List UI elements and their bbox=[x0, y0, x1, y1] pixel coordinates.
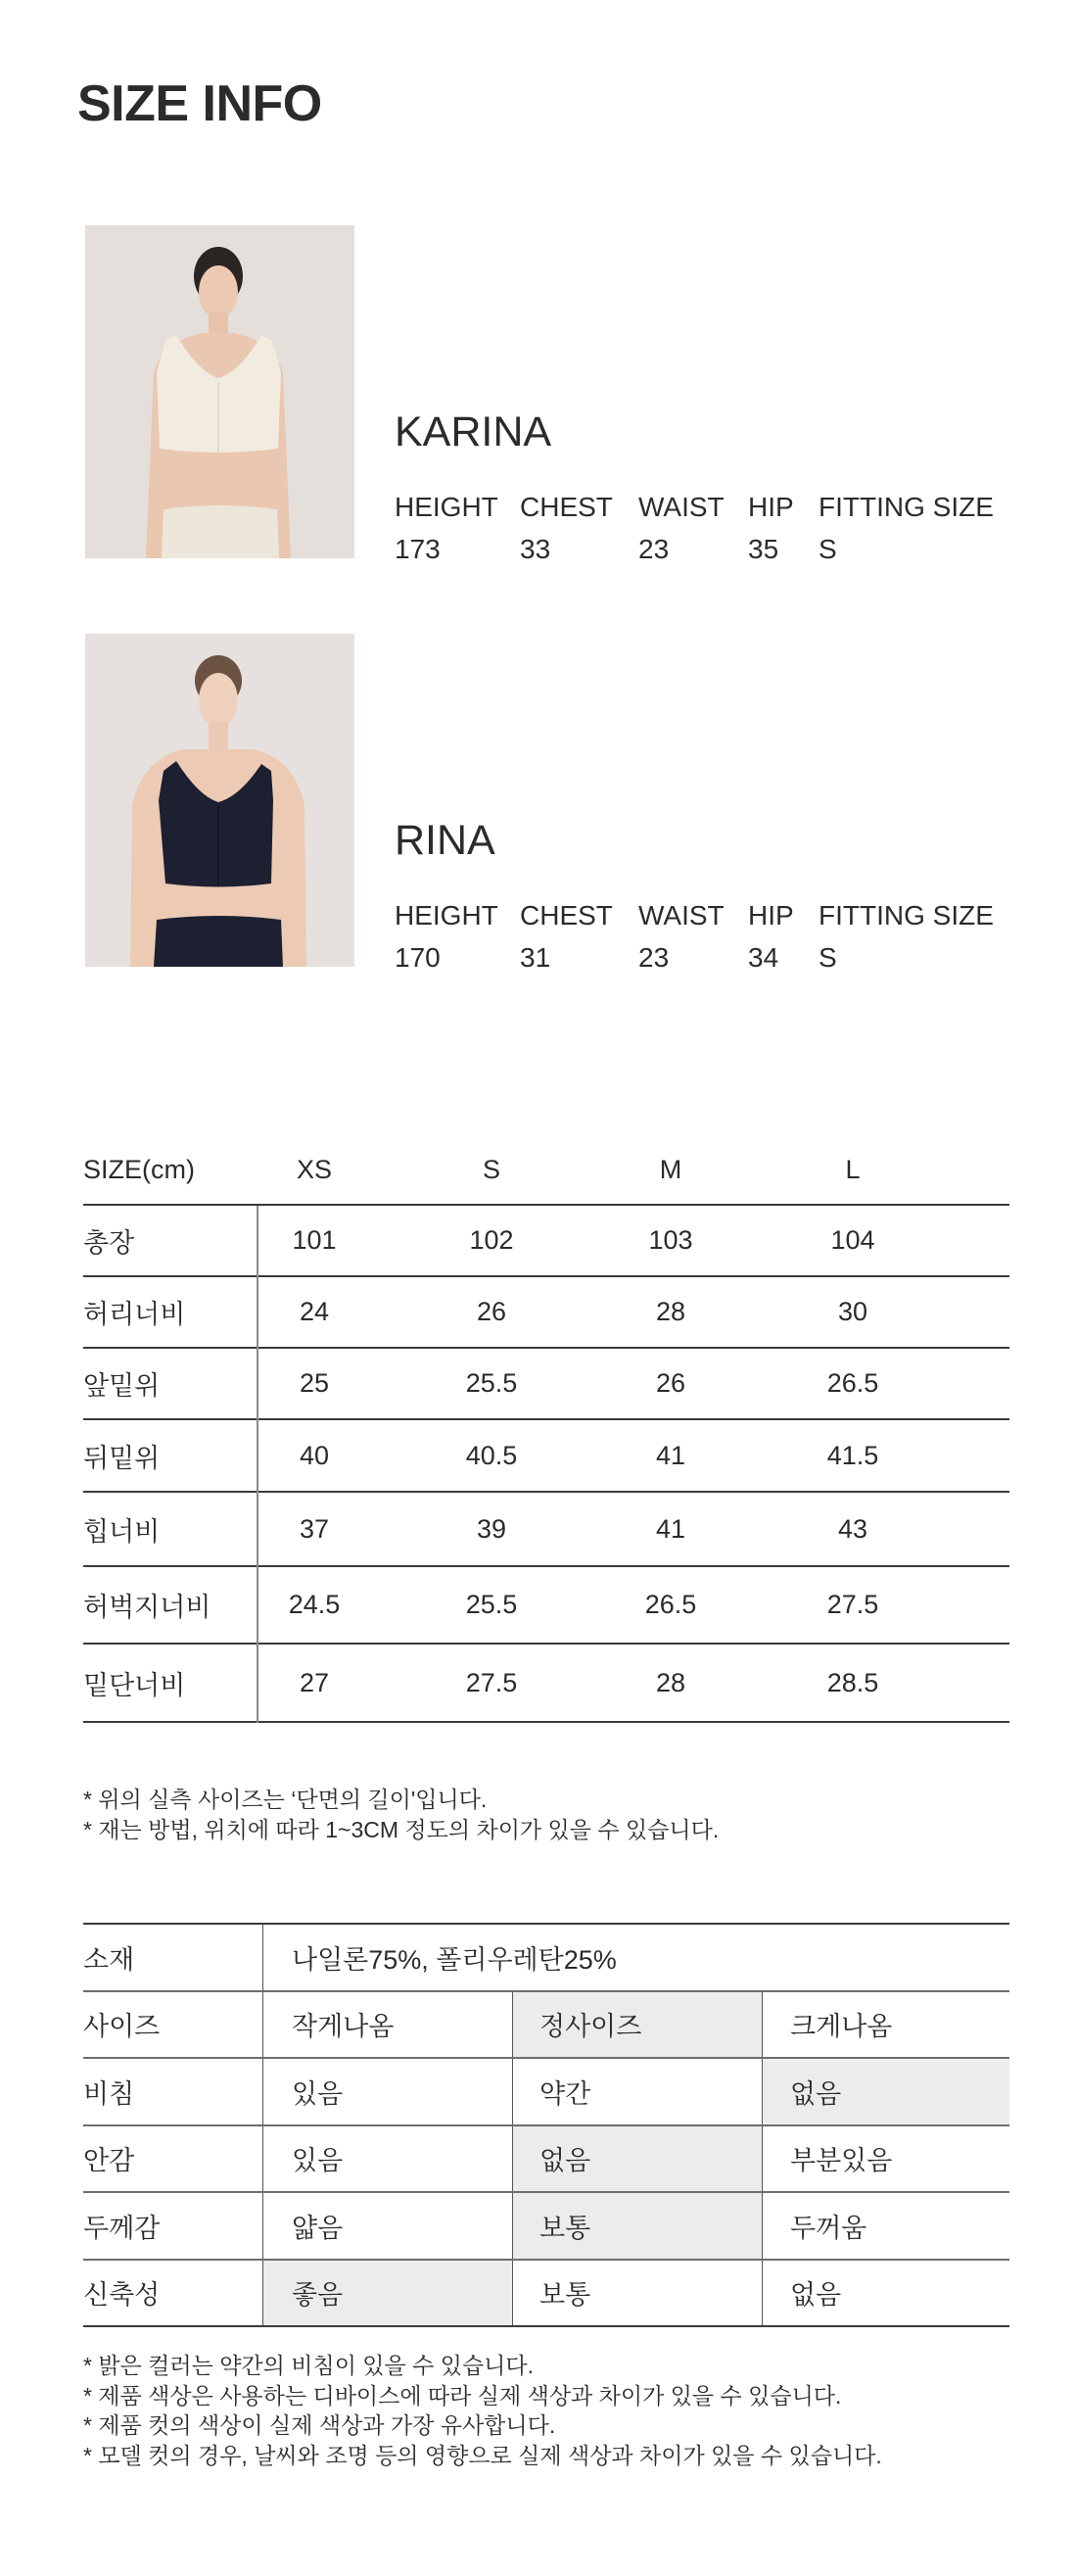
stat-value-hip: 34 bbox=[748, 942, 779, 973]
fabric-row-lining bbox=[83, 2126, 1009, 2194]
size-note: * 재는 방법, 위치에 따라 1~3CM 정도의 차이가 있을 수 있습니다. bbox=[83, 1816, 720, 1842]
stat-value-height: 170 bbox=[395, 942, 441, 973]
stat-label-chest: CHEST bbox=[520, 900, 613, 930]
page-title: SIZE INFO bbox=[77, 75, 322, 132]
model-photo-karina bbox=[85, 225, 354, 558]
stat-value-fitting-size: S bbox=[819, 942, 837, 973]
row-label: 힙너비 bbox=[83, 1516, 161, 1547]
option-cell: 보통 bbox=[512, 2261, 762, 2326]
option-cell: 얇음 bbox=[262, 2193, 512, 2259]
stat-label-fitting-size: FITTING SIZE bbox=[819, 492, 994, 522]
cell-l: 104 bbox=[830, 1225, 875, 1255]
cell-s: 26 bbox=[476, 1297, 507, 1326]
stat-label-height: HEIGHT bbox=[395, 900, 498, 930]
cell-xs: 25 bbox=[299, 1368, 330, 1398]
model-image-icon bbox=[85, 225, 354, 558]
option-cell: 크게나옴 bbox=[762, 1992, 1009, 2058]
cell-m: 41 bbox=[655, 1440, 686, 1470]
option-cell: 부분있음 bbox=[762, 2126, 1009, 2192]
product-note: * 제품 컷의 색상이 실제 색상과 가장 유사합니다. bbox=[83, 2412, 556, 2438]
option-cell-selected: 정사이즈 bbox=[512, 1992, 762, 2058]
header-xs: XS bbox=[296, 1155, 333, 1184]
cell-s: 102 bbox=[469, 1225, 514, 1255]
cell-xs: 37 bbox=[299, 1513, 330, 1544]
cell-m: 28 bbox=[655, 1297, 686, 1326]
option-cell: 약간 bbox=[512, 2059, 762, 2124]
size-table-header bbox=[83, 1136, 1009, 1206]
material-value: 나일론75%, 폴리우레탄25% bbox=[262, 1925, 1009, 1990]
table-row bbox=[83, 1645, 1009, 1723]
cell-l: 26.5 bbox=[826, 1368, 879, 1398]
row-label: 안감 bbox=[83, 2146, 135, 2176]
cell-s: 39 bbox=[476, 1513, 507, 1544]
size-note: * 위의 실측 사이즈는 ‘단면의 길이'입니다. bbox=[83, 1787, 488, 1812]
cell-s: 25.5 bbox=[465, 1590, 518, 1619]
table-row bbox=[83, 1277, 1009, 1349]
cell-m: 103 bbox=[648, 1225, 693, 1255]
cell-m: 28 bbox=[655, 1667, 686, 1697]
header-l: L bbox=[845, 1155, 861, 1184]
fabric-row-thickness bbox=[83, 2193, 1009, 2261]
row-label: 소재 bbox=[83, 1944, 135, 1975]
cell-m: 26.5 bbox=[644, 1590, 697, 1619]
fabric-row-stretch bbox=[83, 2261, 1009, 2328]
size-notes bbox=[83, 1785, 719, 1844]
row-label: 밑단너비 bbox=[83, 1670, 186, 1700]
stat-label-fitting-size: FITTING SIZE bbox=[819, 900, 994, 930]
option-cell-selected: 없음 bbox=[512, 2126, 762, 2192]
cell-xs: 27 bbox=[299, 1667, 330, 1697]
option-cell-selected: 보통 bbox=[512, 2193, 762, 2259]
model-card-rina bbox=[85, 634, 1025, 973]
option-cell-selected: 좋음 bbox=[262, 2261, 512, 2326]
row-label: 뒤밑위 bbox=[83, 1443, 161, 1473]
stat-value-waist: 23 bbox=[638, 534, 670, 564]
model-photo-rina bbox=[85, 634, 354, 967]
stat-label-waist: WAIST bbox=[638, 492, 725, 522]
cell-xs: 24 bbox=[299, 1297, 330, 1326]
header-m: M bbox=[659, 1155, 682, 1184]
fabric-row-sheerness bbox=[83, 2059, 1009, 2126]
stat-value-fitting-size: S bbox=[819, 534, 837, 564]
product-note: * 제품 색상은 사용하는 디바이스에 따라 실제 색상과 차이가 있을 수 있습니다. bbox=[83, 2382, 842, 2409]
option-cell: 두꺼움 bbox=[762, 2193, 1009, 2259]
row-label: 앞밑위 bbox=[83, 1371, 161, 1401]
option-cell: 없음 bbox=[762, 2261, 1009, 2326]
stat-label-hip: HIP bbox=[748, 900, 794, 930]
cell-l: 27.5 bbox=[826, 1590, 879, 1619]
cell-s: 27.5 bbox=[465, 1667, 518, 1697]
size-table-divider bbox=[257, 1206, 258, 1723]
product-notes bbox=[83, 2351, 882, 2470]
fabric-table bbox=[83, 1923, 1009, 2327]
stat-value-chest: 31 bbox=[520, 942, 551, 973]
model-name: RINA bbox=[395, 817, 495, 864]
product-note: * 모델 컷의 경우, 날씨와 조명 등의 영향으로 실제 색상과 차이가 있을 수 있습니다. bbox=[83, 2442, 882, 2468]
model-image-icon bbox=[85, 634, 354, 967]
table-row bbox=[83, 1493, 1009, 1567]
cell-l: 43 bbox=[837, 1513, 868, 1544]
model-card-karina bbox=[85, 225, 1025, 564]
stat-label-chest: CHEST bbox=[520, 492, 613, 522]
stat-value-waist: 23 bbox=[638, 942, 670, 973]
row-label: 허리너비 bbox=[83, 1300, 186, 1329]
cell-xs: 24.5 bbox=[288, 1590, 341, 1619]
header-s: S bbox=[482, 1155, 501, 1184]
table-row bbox=[83, 1206, 1009, 1277]
cell-xs: 101 bbox=[292, 1225, 337, 1255]
row-label: 허벅지너비 bbox=[83, 1593, 211, 1622]
option-cell: 있음 bbox=[262, 2126, 512, 2192]
option-cell: 작게나옴 bbox=[262, 1992, 512, 2058]
stat-value-chest: 33 bbox=[520, 534, 551, 564]
table-row bbox=[83, 1567, 1009, 1645]
row-label: 신축성 bbox=[83, 2280, 161, 2311]
stat-value-height: 173 bbox=[395, 534, 441, 564]
stat-label-height: HEIGHT bbox=[395, 492, 498, 522]
header-size-cm: SIZE(cm) bbox=[83, 1155, 195, 1184]
stat-value-hip: 35 bbox=[748, 534, 779, 564]
option-cell-selected: 없음 bbox=[762, 2059, 1009, 2124]
fabric-row-size bbox=[83, 1992, 1009, 2060]
cell-m: 41 bbox=[655, 1513, 686, 1544]
table-row bbox=[83, 1420, 1009, 1493]
cell-m: 26 bbox=[655, 1368, 686, 1398]
row-label: 비침 bbox=[83, 2078, 135, 2109]
stat-label-hip: HIP bbox=[748, 492, 794, 522]
option-cell: 있음 bbox=[262, 2059, 512, 2124]
cell-l: 28.5 bbox=[826, 1667, 879, 1697]
cell-s: 25.5 bbox=[465, 1368, 518, 1398]
cell-s: 40.5 bbox=[465, 1440, 518, 1470]
fabric-row-material bbox=[83, 1925, 1009, 1992]
cell-l: 30 bbox=[837, 1297, 868, 1326]
size-table bbox=[83, 1136, 1009, 1723]
row-label: 두께감 bbox=[83, 2213, 161, 2243]
row-label: 총장 bbox=[83, 1228, 135, 1258]
row-label: 사이즈 bbox=[83, 2012, 161, 2042]
model-name: KARINA bbox=[395, 408, 552, 455]
cell-l: 41.5 bbox=[826, 1440, 879, 1470]
table-row bbox=[83, 1349, 1009, 1420]
stat-label-waist: WAIST bbox=[638, 900, 725, 930]
cell-xs: 40 bbox=[299, 1440, 330, 1470]
product-note: * 밝은 컬러는 약간의 비침이 있을 수 있습니다. bbox=[83, 2353, 534, 2378]
